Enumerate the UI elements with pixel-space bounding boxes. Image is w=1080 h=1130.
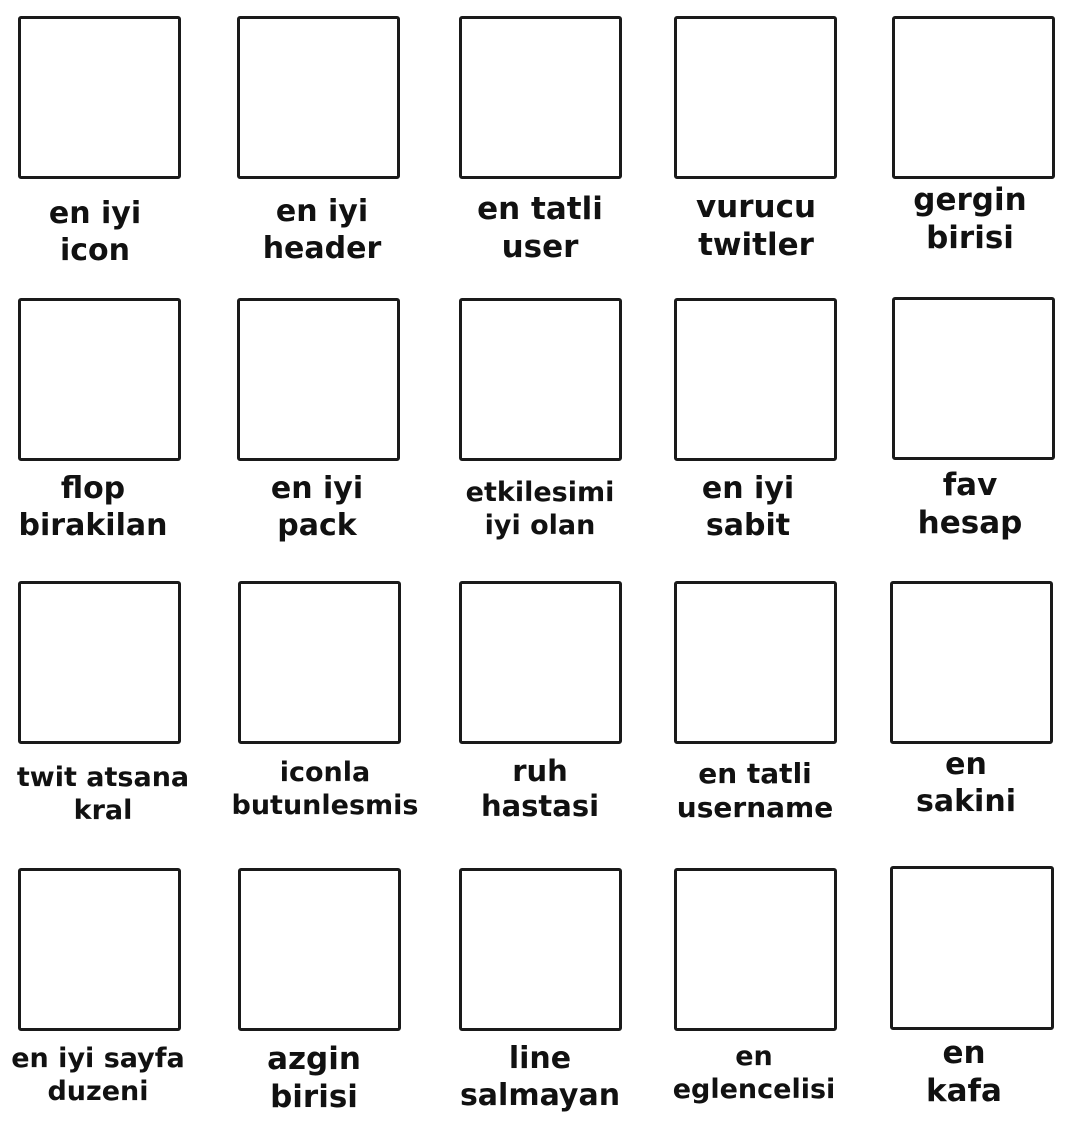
empty-frame <box>674 16 837 179</box>
caption-line-1: en <box>942 1035 986 1071</box>
caption-line-1: iconla <box>279 757 371 788</box>
empty-frame <box>238 581 401 744</box>
caption-line-2: eglencelisi <box>672 1073 836 1105</box>
empty-frame <box>237 298 400 461</box>
cell-caption <box>0 196 190 269</box>
caption-line-1: vurucu <box>695 189 817 225</box>
caption-line-1: azgin <box>267 1041 361 1077</box>
caption-line-2: sabit <box>705 507 791 543</box>
caption-line-2: iyi olan <box>484 509 596 541</box>
caption-line-2: duzeni <box>47 1075 149 1107</box>
empty-frame <box>892 297 1055 460</box>
caption-line-2: icon <box>59 232 131 268</box>
empty-frame <box>674 868 837 1031</box>
caption-line-2: pack <box>277 507 357 543</box>
caption-line-1: en iyi <box>270 471 364 506</box>
caption-line-2: kafa <box>926 1072 1002 1109</box>
caption-line-2: hastasi <box>480 789 600 824</box>
caption-line-1: gergin <box>913 182 1027 218</box>
empty-frame <box>459 16 622 179</box>
empty-frame <box>18 16 181 179</box>
caption-line-1: line <box>508 1041 572 1076</box>
caption-line-1: en tatli <box>477 191 603 227</box>
cell-caption <box>656 189 856 265</box>
cell-caption <box>870 467 1070 543</box>
caption-line-1: en iyi sayfa <box>11 1043 185 1074</box>
empty-frame <box>890 581 1053 744</box>
caption-line-2: kral <box>73 794 133 826</box>
cell-caption <box>440 477 640 543</box>
empty-frame <box>18 581 181 744</box>
caption-line-2: sakini <box>916 783 1016 819</box>
caption-line-1: en iyi <box>275 194 369 229</box>
caption-line-2: butunlesmis <box>231 789 419 821</box>
empty-frame <box>890 866 1054 1030</box>
empty-frame <box>459 581 622 744</box>
caption-line-2: birisi <box>926 219 1014 256</box>
empty-frame <box>237 16 400 179</box>
cell-caption <box>217 471 417 544</box>
empty-frame <box>238 868 401 1031</box>
caption-line-1: ruh <box>512 754 568 788</box>
empty-frame <box>892 16 1055 179</box>
empty-frame <box>459 298 622 461</box>
caption-line-2: username <box>676 791 834 825</box>
empty-frame <box>459 868 622 1031</box>
cell-caption <box>648 471 848 544</box>
empty-frame <box>674 581 837 744</box>
empty-frame <box>18 868 181 1031</box>
caption-line-1: en tatli <box>698 757 812 790</box>
cell-caption <box>0 1043 196 1109</box>
caption-line-1: en iyi <box>701 471 795 506</box>
empty-frame <box>18 298 181 461</box>
caption-line-2: birakilan <box>18 507 168 543</box>
caption-line-2: user <box>501 228 579 265</box>
cell-caption <box>652 757 858 825</box>
cell-caption <box>440 191 640 267</box>
cell-caption <box>222 194 422 267</box>
cell-caption <box>0 762 206 828</box>
caption-line-2: header <box>262 230 382 266</box>
cell-caption <box>654 1041 854 1107</box>
caption-line-1: en <box>735 1041 773 1072</box>
caption-line-2: hesap <box>917 504 1023 541</box>
caption-line-2: salmayan <box>459 1077 621 1113</box>
caption-line-1: en <box>945 747 987 782</box>
cell-caption <box>866 747 1066 820</box>
cell-caption <box>0 471 186 544</box>
caption-line-1: en iyi <box>48 196 142 231</box>
caption-line-1: etkilesimi <box>465 477 615 508</box>
empty-frame <box>674 298 837 461</box>
cell-caption <box>214 1041 414 1117</box>
caption-line-2: birisi <box>270 1078 358 1115</box>
caption-line-1: fav <box>942 467 998 503</box>
cell-caption <box>222 757 428 823</box>
cell-caption <box>440 754 640 825</box>
cell-caption <box>864 1035 1064 1111</box>
caption-line-1: flop <box>60 471 126 506</box>
caption-line-1: twit atsana <box>16 762 190 793</box>
caption-line-2: twitler <box>698 226 814 263</box>
cell-caption <box>440 1041 640 1114</box>
cell-caption <box>870 182 1070 258</box>
